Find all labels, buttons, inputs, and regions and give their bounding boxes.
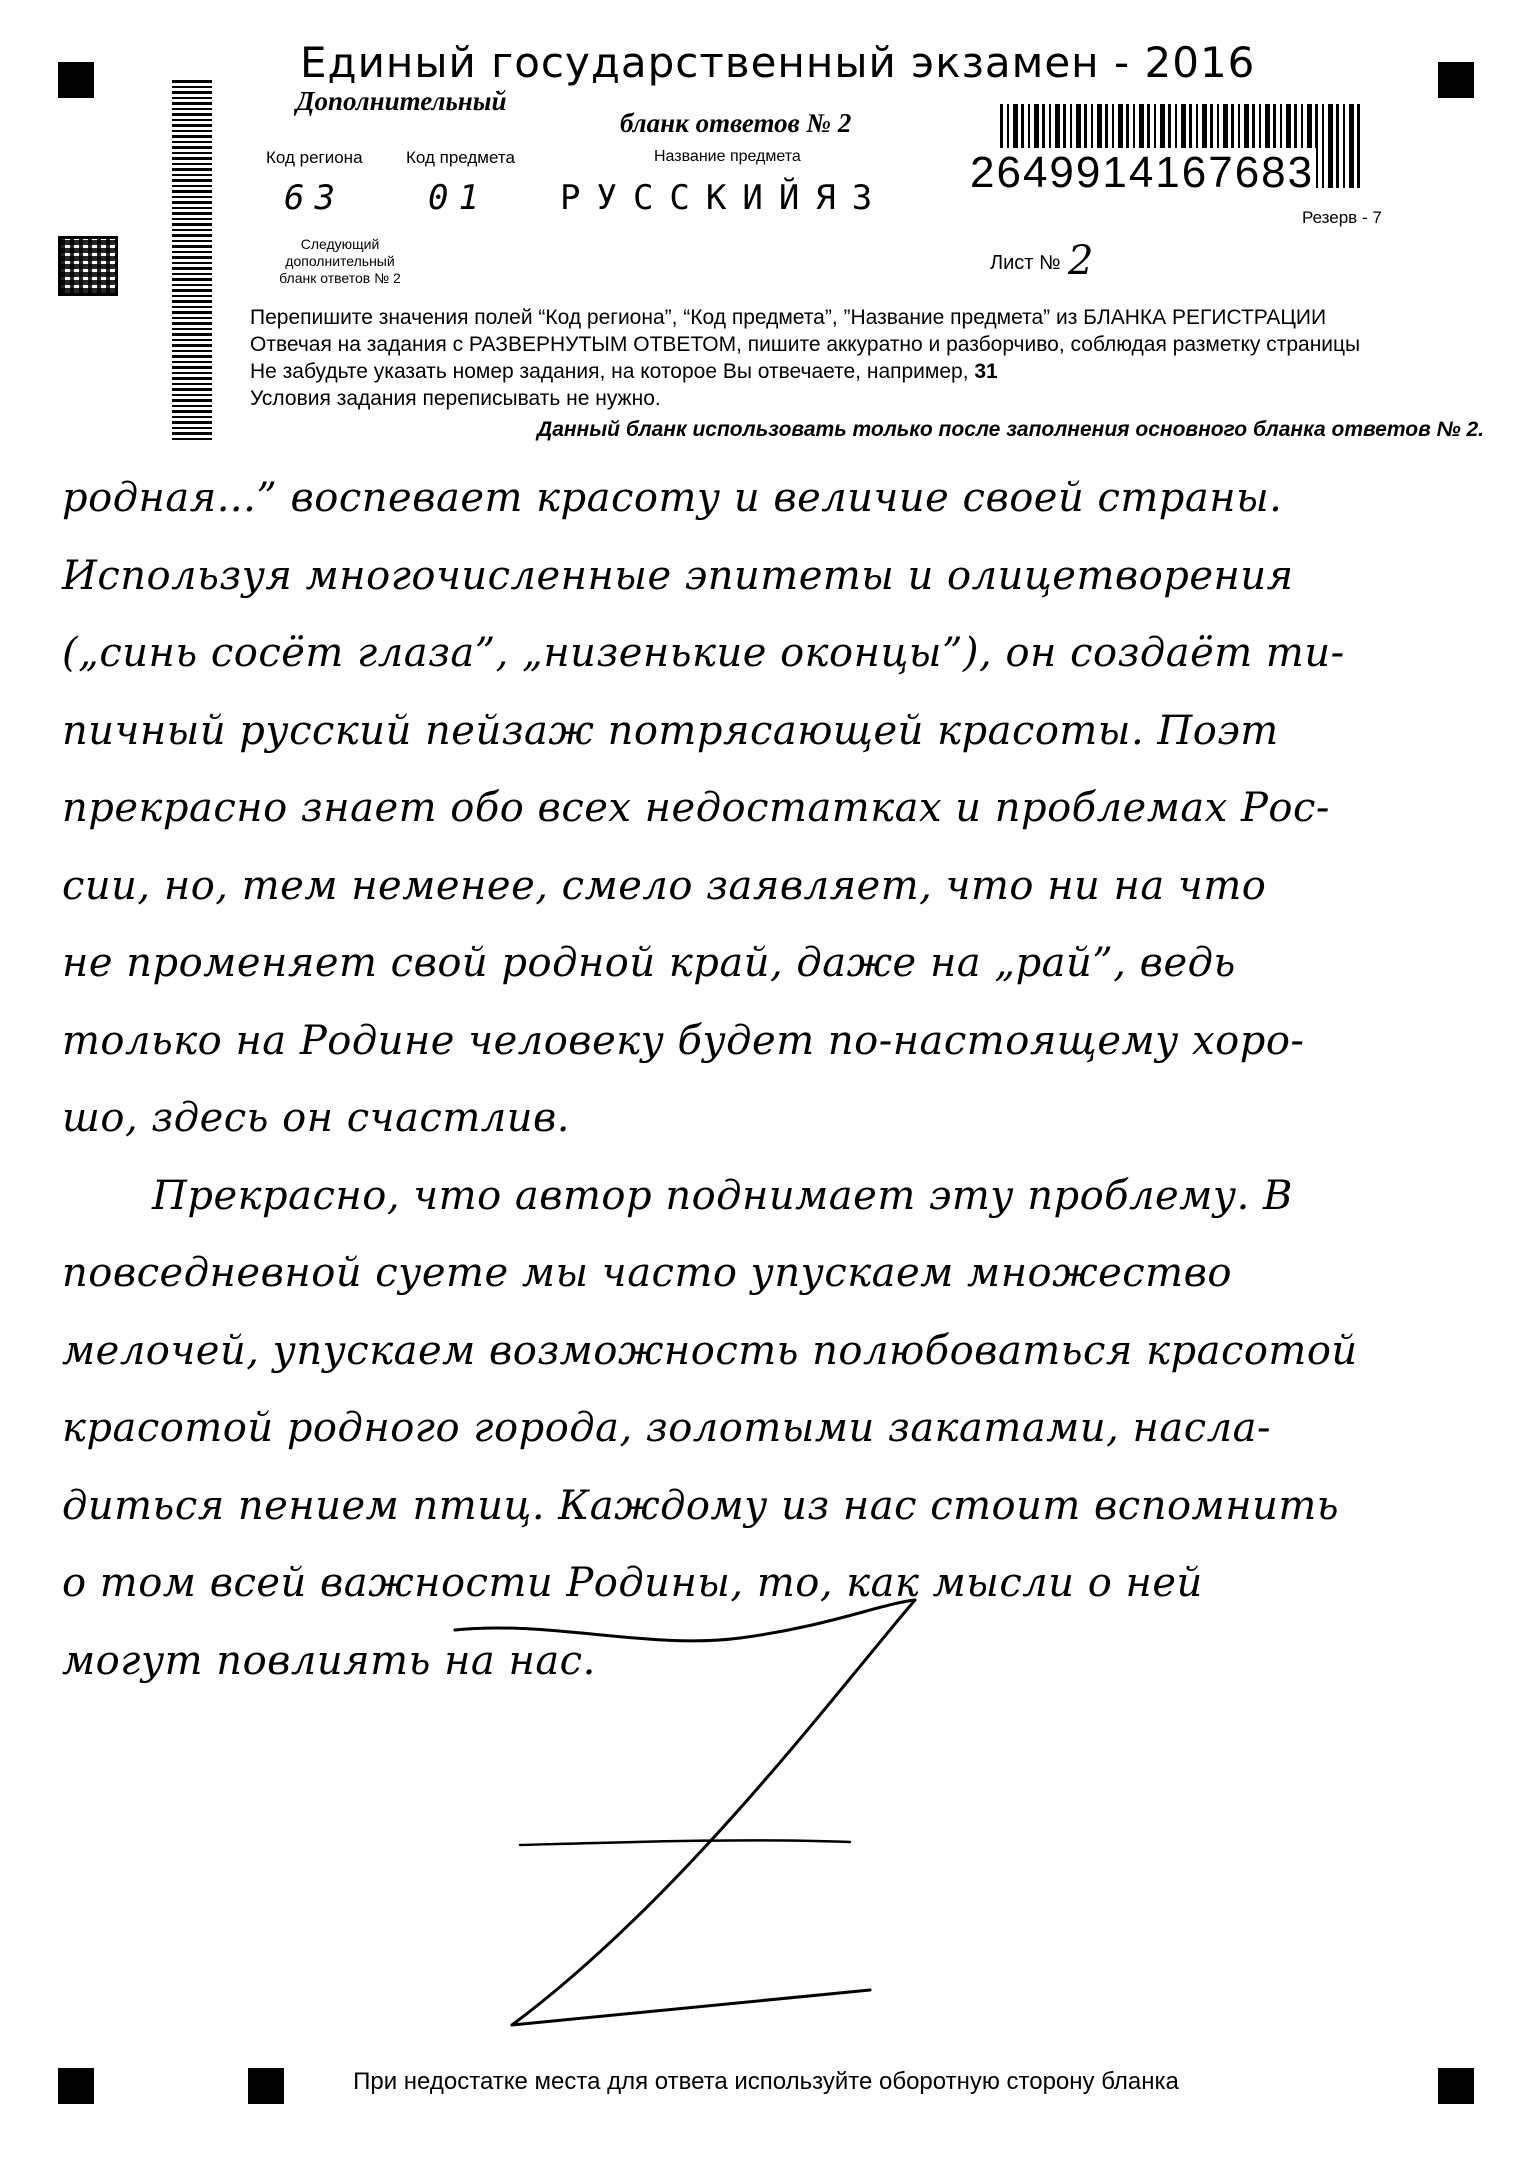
- subject-name-value: РУССКИЙЯЗ: [560, 178, 889, 218]
- qr-code: [58, 236, 118, 296]
- footer-note: При недостатке места для ответа используйте оборотную сторону бланка: [353, 2068, 1179, 2095]
- answer-line: родная...” воспевает красоту и величие своей страны.: [62, 475, 1283, 521]
- instruction-line-3-text: Не забудьте указать номер задания, на которое Вы отвечаете, например,: [250, 360, 975, 383]
- subject-name-label: Название предмета: [654, 148, 801, 165]
- instruction-line-3: [250, 358, 1360, 385]
- form-subtitle-1: Дополнительный: [296, 86, 507, 116]
- vertical-barcode: [172, 80, 212, 440]
- sheet-number-label: Лист №: [990, 252, 1061, 274]
- answer-line: могут повлиять на нас.: [62, 1637, 596, 1684]
- instructions: [250, 304, 1360, 412]
- barcode-number: 2649914167683: [970, 148, 1315, 197]
- answer-line: диться пением птиц. Каждому из нас стоит вспомнить: [62, 1482, 1340, 1529]
- answer-line: мелочей, упускаем возможность полюбоваться красотой: [62, 1327, 1358, 1374]
- answer-line: пичный русский пейзаж потрясающей красоты. Поэт: [62, 707, 1279, 754]
- answer-line: только на Родине человеку будет по-настоящему хоро-: [62, 1017, 1305, 1064]
- answer-line: не променяет свой родной край, даже на „рай”, ведь: [62, 940, 1236, 986]
- answer-line: прекрасно знает обо всех недостатках и проблемах Рос-: [62, 785, 1330, 831]
- subject-code-label: Код предмета: [406, 148, 515, 167]
- sheet-number-value: 2: [1068, 238, 1094, 284]
- answer-line: („синь сосёт глаза”, „низенькие оконцы”), он создаёт ти-: [62, 630, 1345, 676]
- region-code-value: 63: [284, 178, 345, 218]
- instruction-line-1: Перепишите значения полей “Код региона”, “Код предмета”, ”Название предмета” из БЛАНКА РЕГИСТРАЦИИ: [250, 306, 1327, 329]
- answer-area: [62, 460, 1482, 1700]
- page-title: Единый государственный экзамен - 2016: [300, 38, 1256, 87]
- answer-line: шо, здесь он счастлив.: [62, 1095, 570, 1141]
- answer-line: Используя многочисленные эпитеты и олицетворения: [62, 552, 1294, 599]
- instruction-example-number: 31: [974, 360, 998, 383]
- answer-line: о том всей важности Родины, то, как мысли о ней: [62, 1560, 1203, 1606]
- instruction-line-4: Условия задания переписывать не нужно.: [250, 387, 661, 410]
- subject-code-value: 01: [428, 178, 489, 218]
- registration-marker-top-left: [58, 62, 94, 98]
- form-subtitle-2: бланк ответов № 2: [620, 108, 852, 138]
- usage-notice: Данный бланк использовать только после заполнения основного бланка ответов № 2.: [537, 418, 1484, 441]
- answer-line: красотой родного города, золотыми закатами, насла-: [62, 1405, 1271, 1451]
- next-sheet-label: Следующий дополнительный бланк ответов № 2: [279, 236, 401, 286]
- z-strike-mark: [430, 1580, 950, 2050]
- reserve-label: Резерв - 7: [1302, 208, 1382, 227]
- instruction-line-2: Отвечая на задания с РАЗВЕРНУТЫМ ОТВЕТОМ, пишите аккуратно и разборчиво, соблюдая разметку страницы: [250, 333, 1361, 356]
- region-code-label: Код региона: [266, 148, 363, 167]
- answer-line: Прекрасно, что автор поднимает эту проблему. В: [152, 1172, 1293, 1219]
- registration-marker-top-right: [1438, 62, 1474, 98]
- answer-line: повседневной суете мы часто упускаем множество: [62, 1250, 1232, 1296]
- answer-line: сии, но, тем неменее, смело заявляет, что ни на что: [62, 862, 1267, 909]
